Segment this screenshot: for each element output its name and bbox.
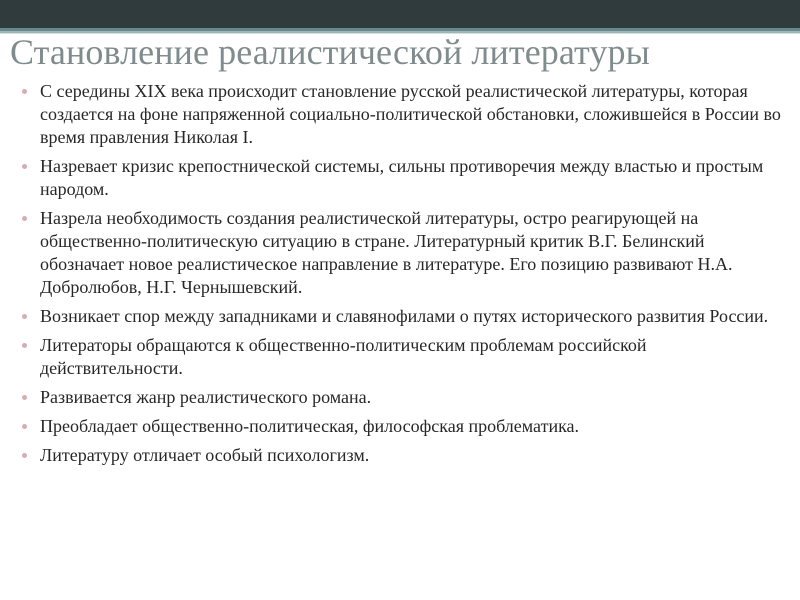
bullet-item xyxy=(20,207,792,299)
bullet-text: Литературу отличает особый психологизм. xyxy=(40,445,370,465)
bullet-dot-icon xyxy=(22,424,27,429)
bullet-dot-icon xyxy=(22,216,27,221)
bullet-text: Возникает спор между западниками и славянофилами о путях исторического развития России. xyxy=(40,306,769,326)
bullet-dot-icon xyxy=(22,89,27,94)
bullet-text: Литераторы обращаются к общественно-политическим проблемам российской действительности. xyxy=(40,335,647,378)
bullet-dot-icon xyxy=(22,314,27,319)
slide-title: Становление реалистической литературы xyxy=(10,32,650,72)
bullet-list xyxy=(20,80,792,473)
bullet-item xyxy=(20,334,792,380)
bullet-item xyxy=(20,305,792,328)
bullet-dot-icon xyxy=(22,395,27,400)
bullet-item xyxy=(20,155,792,201)
top-decorative-band xyxy=(0,0,800,28)
bullet-text: Преобладает общественно-политическая, философская проблематика. xyxy=(40,416,580,436)
bullet-text: Назрела необходимость создания реалистической литературы, остро реагирующей на общественно-политическую ситуацию в стране. Литературный критик В.Г. Белинский обозначает новое реалистическое направление в литературе. Его позицию развивают Н.А. Добролюбов, Н.Г. Чернышевский. xyxy=(40,208,733,297)
bullet-dot-icon xyxy=(22,164,27,169)
bullet-text: С середины XIX века происходит становление русской реалистической литературы, которая создается на фоне напряженной социально-политической обстановки, сложившейся в России во время правления Николая I. xyxy=(40,81,781,147)
bullet-text: Назревает кризис крепостнической системы, сильны противоречия между властью и простым народом. xyxy=(40,156,764,199)
bullet-item xyxy=(20,415,792,438)
bullet-dot-icon xyxy=(22,453,27,458)
bullet-item xyxy=(20,80,792,149)
bullet-item xyxy=(20,444,792,467)
bullet-dot-icon xyxy=(22,343,27,348)
bullet-text: Развивается жанр реалистического романа. xyxy=(40,387,372,407)
bullet-item xyxy=(20,386,792,409)
